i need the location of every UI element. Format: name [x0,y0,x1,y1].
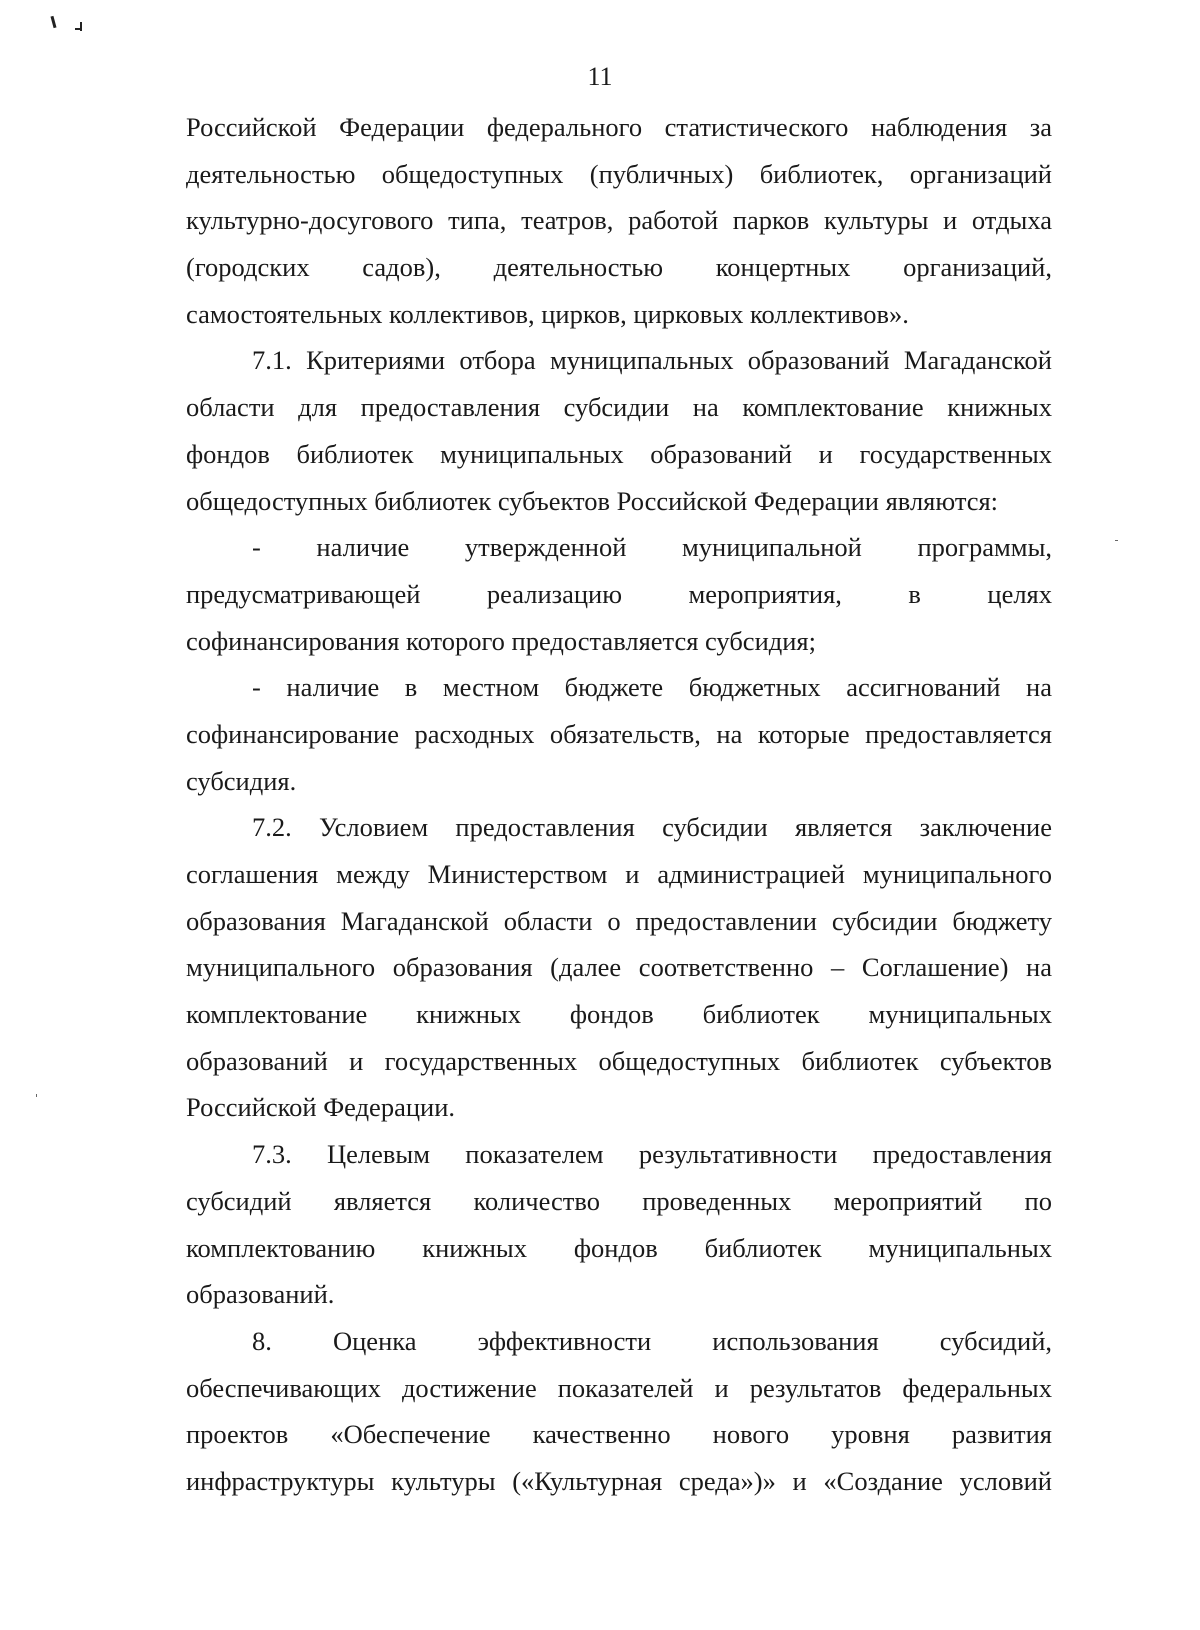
scan-artifact-mark [36,1094,37,1097]
scan-artifact-mark [80,22,82,31]
text-line: софинансирования которого предоставляется субсидия; [186,625,816,656]
text-line: - наличие в местном бюджете бюджетных ассигнований на [252,672,1052,703]
text-line: субсидий является количество проведенных мероприятий по [186,1185,1052,1216]
paragraph [186,664,1052,804]
paragraph [186,104,1052,337]
text-line: фондов библиотек муниципальных образований и государственных [186,438,1052,469]
text-line: соглашения между Министерством и администрацией муниципального [186,859,1052,889]
text-line: деятельностью общедоступных (публичных) библиотек, организаций [186,158,1052,189]
scan-artifact-mark [50,16,56,28]
document-body [186,104,1052,1505]
text-line: комплектованию книжных фондов библиотек муниципальных [186,1232,1052,1263]
text-line: проектов «Обеспечение качественно нового уровня развития [186,1419,1052,1450]
text-line: предусматривающей реализацию мероприятия, в целях [186,578,1052,609]
text-line: 7.3. Целевым показателем результативности предоставления [252,1139,1052,1170]
text-line: комплектование книжных фондов библиотек муниципальных [186,999,1052,1030]
text-line: инфраструктуры культуры («Культурная среда»)» и «Создание условий [186,1465,1052,1496]
text-line: культурно-досугового типа, театров, работой парков культуры и отдыха [186,205,1052,236]
text-line: самостоятельных коллективов, цирков, цирковых коллективов». [186,298,909,329]
scan-artifact-mark [75,28,80,30]
text-line: субсидия. [186,765,297,796]
text-line: общедоступных библиотек субъектов Российской Федерации являются: [186,485,999,516]
text-line: Российской Федерации. [186,1092,455,1123]
text-line: обеспечивающих достижение показателей и результатов федеральных [186,1372,1052,1403]
paragraph [186,1318,1052,1505]
text-line: образований и государственных общедоступных библиотек субъектов [186,1045,1052,1076]
text-line: Российской Федерации федерального статистического наблюдения за [186,112,1052,142]
text-line: образований. [186,1279,335,1310]
text-line: 7.2. Условием предоставления субсидии является заключение [252,812,1052,843]
paragraph [186,804,1052,1131]
scan-artifact-mark [1115,540,1118,541]
text-line: образования Магаданской области о предоставлении субсидии бюджету [186,905,1052,936]
text-line: софинансирование расходных обязательств, на которые предоставляется [186,718,1052,749]
paragraph [186,1131,1052,1318]
paragraph [186,524,1052,664]
text-line: области для предоставления субсидии на комплектование книжных [186,392,1052,423]
paragraph [186,337,1052,524]
text-line: - наличие утвержденной муниципальной программы, [252,532,1052,563]
text-line: (городских садов), деятельностью концертных организаций, [186,252,1052,283]
text-line: 8. Оценка эффективности использования субсидий, [252,1325,1052,1356]
page-number: 11 [587,62,613,91]
text-line: 7.1. Критериями отбора муниципальных образований Магаданской [252,345,1052,376]
text-line: муниципального образования (далее соответственно – Соглашение) на [186,952,1052,983]
